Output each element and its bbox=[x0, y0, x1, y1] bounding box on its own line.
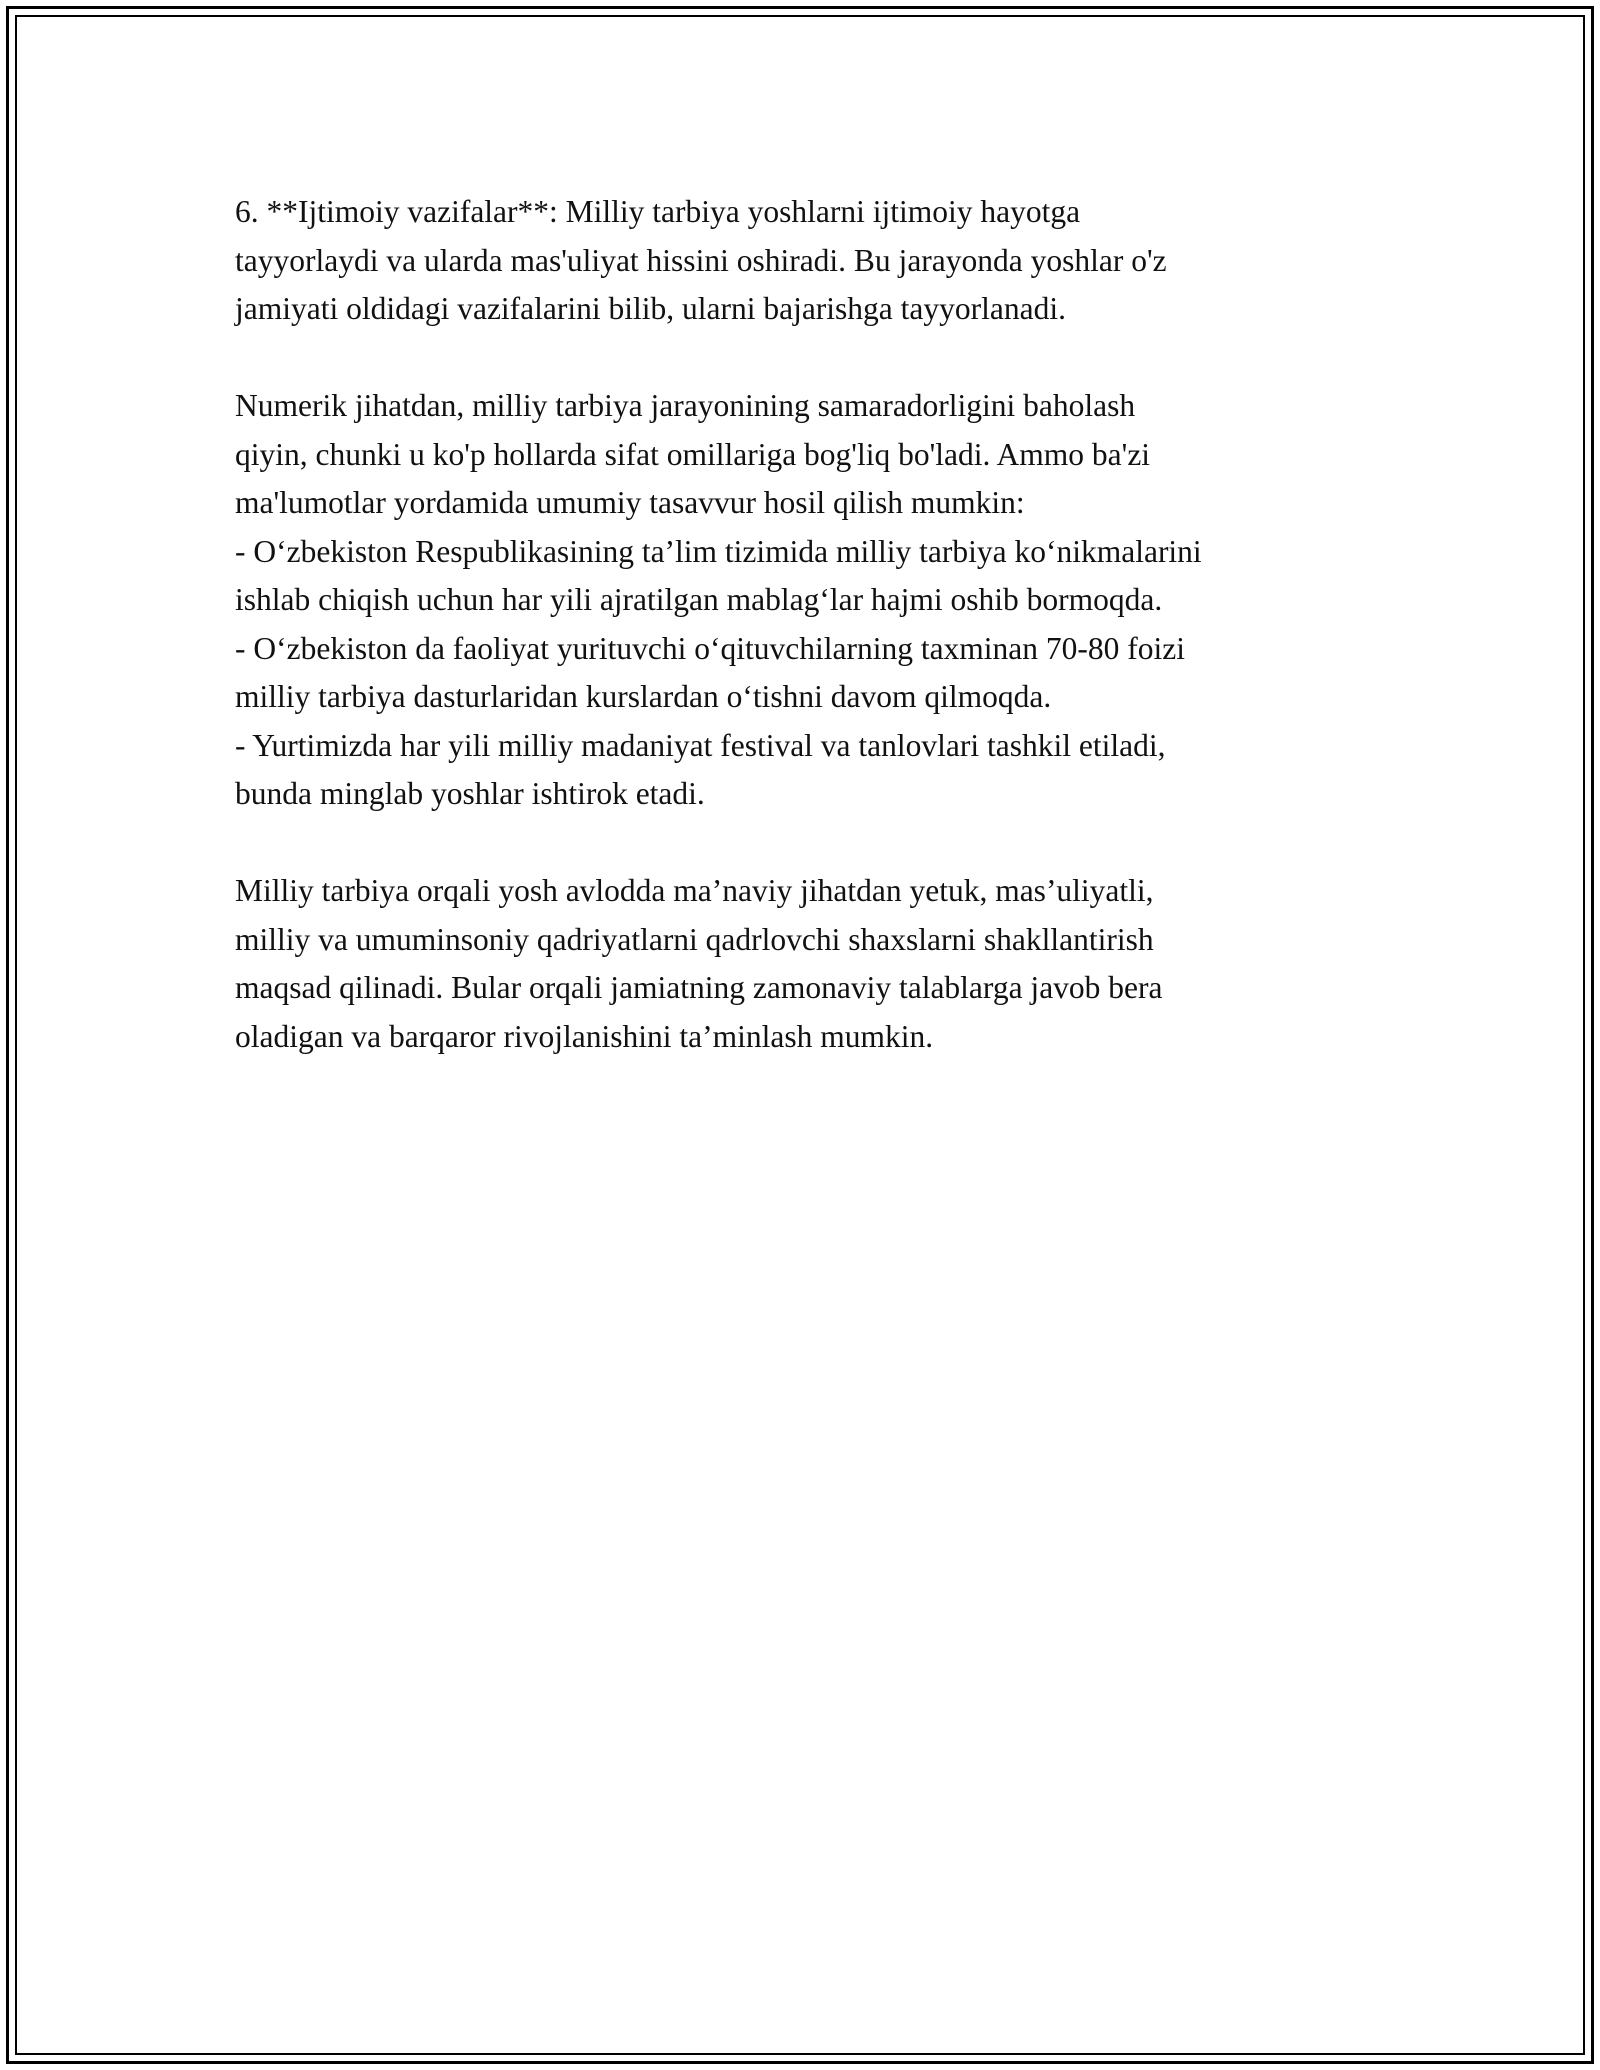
paragraph-social-duties bbox=[235, 188, 1375, 334]
list-item-line: - O‘zbekiston Respublikasining ta’lim tizimida milliy tarbiya ko‘nikmalarini bbox=[235, 533, 1202, 569]
text-line: jamiyati oldidagi vazifalarini bilib, ularni bajarishga tayyorlanadi. bbox=[235, 291, 1066, 326]
list-item-line: bunda minglab yoshlar ishtirok etadi. bbox=[235, 776, 705, 811]
text-line: ma'lumotlar yordamida umumiy tasavvur hosil qilish mumkin: bbox=[235, 485, 1025, 520]
text-line: milliy va umuminsoniy qadriyatlarni qadrlovchi shaxslarni shakllantirish bbox=[235, 921, 1154, 957]
text-line: qiyin, chunki u ko'p hollarda sifat omillariga bog'liq bo'ladi. Ammo ba'zi bbox=[235, 436, 1151, 472]
text-line: Numerik jihatdan, milliy tarbiya jarayonining samaradorligini baholash bbox=[235, 388, 1136, 423]
text-line: 6. **Ijtimoiy vazifalar**: Milliy tarbiya yoshlarni ijtimoiy hayotga bbox=[235, 194, 1081, 229]
text-line: tayyorlaydi va ularda mas'uliyat hissini oshiradi. Bu jarayonda yoshlar o'z bbox=[235, 242, 1167, 278]
list-item-line: - Yurtimizda har yili milliy madaniyat festival va tanlovlari tashkil etiladi, bbox=[235, 727, 1166, 763]
text-line: oladigan va barqaror rivojlanishini ta’minlash mumkin. bbox=[235, 1018, 934, 1054]
document-body bbox=[235, 188, 1375, 1110]
text-line: Milliy tarbiya orqali yosh avlodda ma’naviy jihatdan yetuk, mas’uliyatli, bbox=[235, 873, 1154, 908]
list-item-line: milliy tarbiya dasturlaridan kurslardan o‘tishni davom qilmoqda. bbox=[235, 679, 1052, 714]
paragraph-numeric-overview bbox=[235, 382, 1375, 819]
text-line: maqsad qilinadi. Bular orqali jamiatning zamonaviy talablarga javob bera bbox=[235, 970, 1163, 1005]
paragraph-conclusion bbox=[235, 867, 1375, 1061]
list-item-line: ishlab chiqish uchun har yili ajratilgan mablag‘lar hajmi oshib bormoqda. bbox=[235, 582, 1163, 617]
list-item-line: - O‘zbekiston da faoliyat yurituvchi o‘qituvchilarning taxminan 70-80 foizi bbox=[235, 630, 1185, 666]
